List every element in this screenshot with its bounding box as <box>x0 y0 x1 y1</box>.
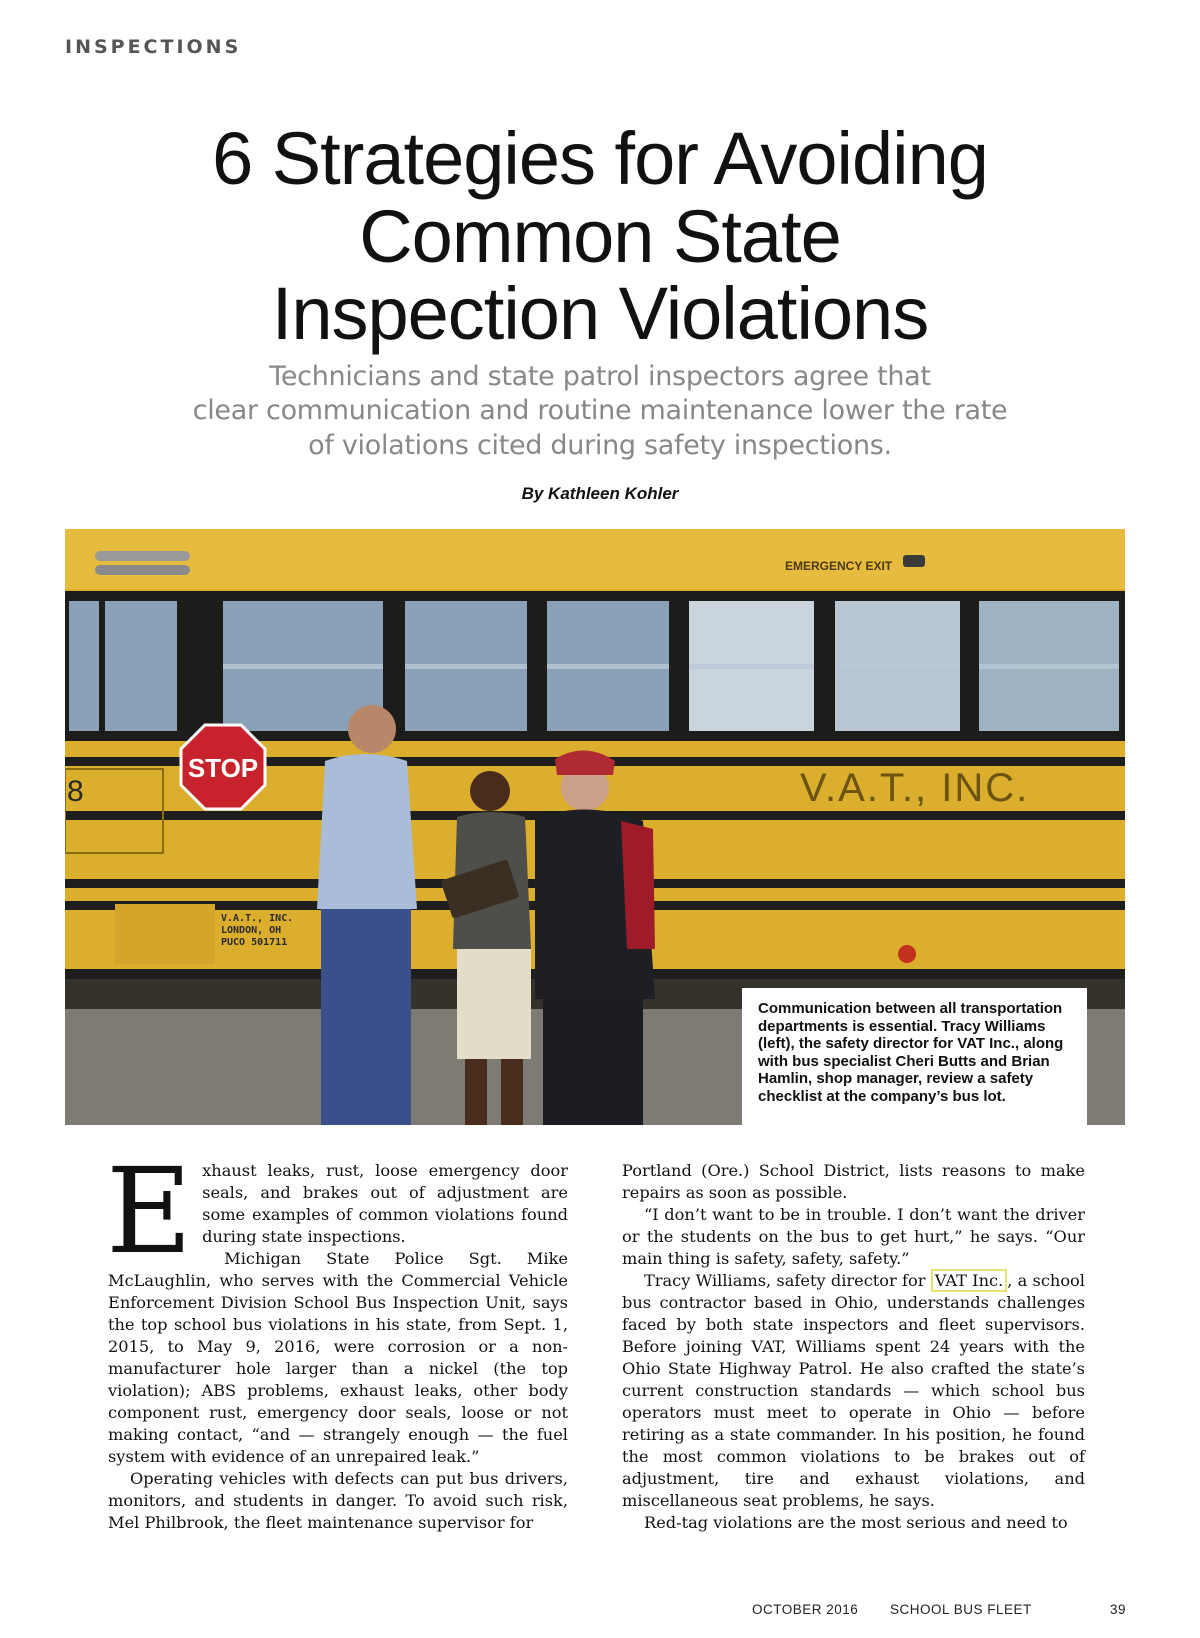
bus-decal-line: LONDON, OH <box>221 925 282 936</box>
stop-sign-label: STOP <box>187 753 259 783</box>
deck-line: clear communication and routine maintenance lower the rate <box>192 395 1008 427</box>
deck-line: Technicians and state patrol inspectors agree that <box>269 361 931 392</box>
paragraph-text: xhaust leaks, rust, loose emergency door seals, and brakes out of adjustment are some examples of common violations found during state inspections. <box>202 1161 568 1246</box>
bus-decal-line: PUCO 501711 <box>221 937 288 948</box>
article-paragraph: Michigan State Police Sgt. Mike McLaughlin, who serves with the Commercial Vehicle Enforcement Division School Bus Inspection Unit, says the top school bus violations in his state, from Sept. 1, 2015, to May 9, 2016, were corrosion or a non-manufacturer hole larger than a nickel (the top violation); ABS problems, exhaust leaks, other body component rust, emergency door seals, loose or not making contact, “and — strangely enough — the fuel system with evidence of an unrepaired leak.” <box>108 1249 568 1466</box>
folio-date: OCTOBER 2016 <box>752 1602 859 1617</box>
headline-line: 6 Strategies for Avoiding <box>212 117 988 200</box>
deck-line: of violations cited during safety inspections. <box>308 429 892 461</box>
headline <box>60 117 1140 356</box>
emergency-exit-label: EMERGENCY EXIT <box>785 559 893 573</box>
bus-company-name: V.A.T., INC. <box>800 766 1030 810</box>
article-paragraph <box>622 1270 1085 1512</box>
photo-caption: Communication between all transportation departments is essential. Tracy Williams (left), the safety director for VAT Inc., along with bus specialist Cheri Butts and Brian Hamlin, shop manager, review a safety checklist at the company’s bus lot. <box>742 988 1087 1125</box>
folio-magazine: SCHOOL BUS FLEET <box>890 1602 1032 1617</box>
article-paragraph <box>106 1142 568 1280</box>
headline-line: Common State <box>359 194 841 278</box>
byline: By Kathleen Kohler <box>521 484 679 503</box>
article-paragraph: Red-tag violations are the most serious and need to <box>644 1513 1068 1532</box>
bus-decal-line: V.A.T., INC. <box>221 913 294 924</box>
drop-cap: E <box>106 1142 193 1280</box>
bus-number: 8 <box>67 775 84 808</box>
article-paragraph: Operating vehicles with defects can put bus drivers, monitors, and students in danger. To avoid such risk, Mel Philbrook, the fleet maintenance supervisor for <box>108 1469 568 1532</box>
vat-inc-link[interactable]: VAT Inc. <box>931 1269 1007 1292</box>
article-column-left <box>106 1142 568 1534</box>
section-label: INSPECTIONS <box>65 36 242 58</box>
headline-line: Inspection Violations <box>271 272 929 356</box>
paragraph-text: , a school bus contractor based in Ohio, understands challenges faced by both state inspectors and fleet supervisors. Before joining VAT, Williams spent 24 years with the Ohio State Highway Patrol. He also crafted the state’s current construction standards — which school bus operators must meet to operate in Ohio — before retiring as a state commander. In his position, he found the most common violations to be brakes out of adjustment, tire and exhaust violations, and miscellaneous seat problems, he says. <box>622 1271 1085 1510</box>
paragraph-text: Tracy Williams, safety director for <box>644 1271 931 1290</box>
article-paragraph: Portland (Ore.) School District, lists reasons to make repairs as soon as possible. <box>622 1161 1085 1202</box>
article-paragraph: “I don’t want to be in trouble. I don’t want the driver or the students on the bus to get hurt,” he says. “Our main thing is safety, safety, safety.” <box>622 1205 1085 1268</box>
article-column-right <box>622 1160 1085 1534</box>
folio-page-number: 39 <box>1110 1602 1127 1617</box>
deck-subtitle <box>150 360 1050 463</box>
